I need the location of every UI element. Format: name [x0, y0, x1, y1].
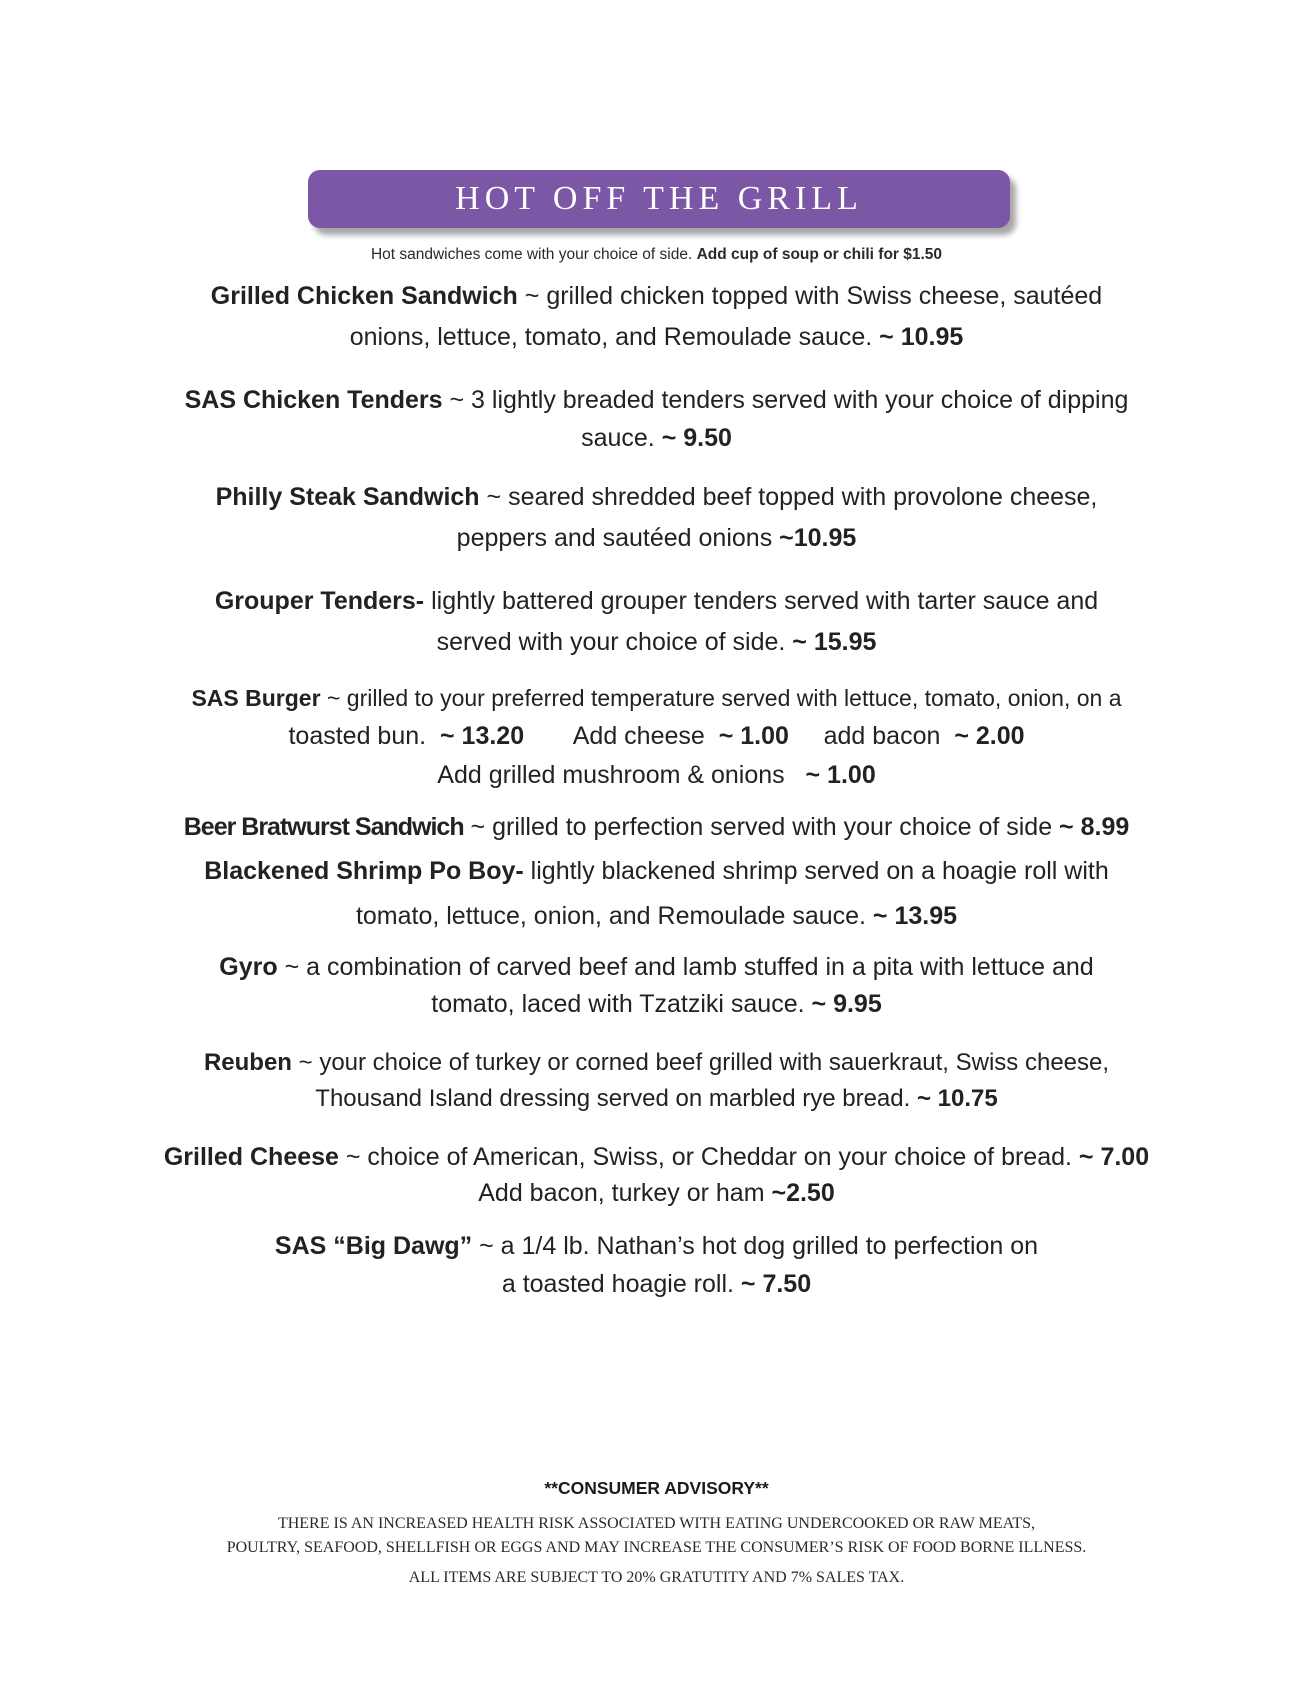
item-description: ~ a 1/4 lb. Nathan’s hot dog grilled to perfection on — [472, 1232, 1039, 1260]
item-price: ~ 9.95 — [804, 990, 882, 1018]
item-description: sauce. — [581, 424, 655, 452]
item-description: ~ grilled chicken topped with Swiss cheese, sautéed — [517, 282, 1103, 310]
menu-item-grilled-chicken — [150, 276, 1163, 358]
item-description: ~ choice of American, Swiss, or Cheddar on your choice of bread. — [338, 1143, 1072, 1171]
addon-price: ~ 1.00 — [805, 761, 876, 789]
item-name: SAS Chicken Tenders — [184, 386, 443, 414]
item-description: ~ your choice of turkey or corned beef grilled with sauerkraut, Swiss cheese, — [291, 1049, 1110, 1076]
addon-label: Add cheese — [572, 722, 705, 750]
menu-item-bratwurst — [150, 805, 1163, 849]
item-description: onions, lettuce, tomato, and Remoulade sauce. — [349, 323, 873, 351]
menu-items — [150, 276, 1163, 1303]
menu-item-shrimp-po-boy — [150, 849, 1163, 939]
item-name: Philly Steak Sandwich — [215, 483, 480, 511]
section-banner — [308, 170, 1010, 228]
item-description: ~ 3 lightly breaded tenders served with your choice of dipping — [442, 386, 1129, 414]
menu-item-philly-steak — [150, 477, 1163, 559]
item-price: ~ 8.99 — [1052, 813, 1130, 841]
consumer-advisory-text — [0, 1512, 1313, 1560]
item-name: Grouper Tenders- — [214, 587, 425, 615]
item-description: ~ seared shredded beef topped with provolone cheese, — [479, 483, 1098, 511]
item-description: ~ a combination of carved beef and lamb stuffed in a pita with lettuce and — [277, 953, 1094, 981]
addon-label: add bacon — [823, 722, 941, 750]
item-description: tomato, lettuce, onion, and Remoulade sauce. — [355, 902, 866, 930]
menu-item-grouper-tenders — [150, 581, 1163, 663]
item-price: ~ 7.50 — [733, 1270, 812, 1298]
menu-item-sas-burger — [150, 679, 1163, 795]
item-description: peppers and sautéed onions — [456, 524, 773, 552]
item-description: Thousand Island dressing served on marbled rye bread. — [315, 1085, 911, 1112]
item-description: lightly battered grouper tenders served with tarter sauce and — [424, 587, 1099, 615]
consumer-advisory-title: **CONSUMER ADVISORY** — [544, 1478, 769, 1498]
item-name: Blackened Shrimp Po Boy- — [204, 857, 524, 885]
addon-label: Add bacon, turkey or ham — [478, 1179, 765, 1207]
item-name: Gyro — [219, 953, 278, 981]
item-price: ~ 15.95 — [785, 628, 877, 656]
addon-label: Add grilled mushroom & onions — [437, 761, 785, 789]
menu-item-grilled-cheese — [150, 1139, 1163, 1211]
item-description: served with your choice of side. — [436, 628, 786, 656]
soup-addon-note: Add cup of soup or chili for $1.50 — [696, 246, 943, 263]
side-note — [0, 246, 1313, 264]
menu-item-gyro — [150, 949, 1163, 1023]
item-name: Grilled Chicken Sandwich — [210, 282, 518, 310]
item-name: SAS “Big Dawg” — [274, 1232, 473, 1260]
item-name: SAS Burger — [191, 685, 321, 711]
item-name: Beer Bratwurst Sandwich — [183, 813, 464, 841]
item-description: tomato, laced with Tzatziki sauce. — [431, 990, 805, 1018]
item-name: Reuben — [203, 1049, 292, 1076]
menu-item-reuben — [150, 1045, 1163, 1117]
item-price: ~ 13.95 — [865, 902, 958, 930]
item-description: a toasted hoagie roll. — [501, 1270, 734, 1298]
menu-item-big-dawg — [150, 1227, 1163, 1303]
item-price: ~ 9.50 — [654, 424, 732, 452]
item-price: ~ 13.20 — [440, 722, 525, 750]
addon-price: ~2.50 — [764, 1179, 835, 1207]
addon-price: ~ 1.00 — [718, 722, 789, 750]
item-description: ~ grilled to your preferred temperature served with lettuce, tomato, onion, on a — [320, 685, 1122, 711]
tax-notice: ALL ITEMS ARE SUBJECT TO 20% GRATUTITY AND 7% SALES TAX. — [408, 1569, 905, 1586]
item-name: Grilled Cheese — [163, 1143, 339, 1171]
item-price: ~ 10.95 — [872, 323, 964, 351]
menu-item-chicken-tenders — [150, 380, 1163, 455]
item-price: ~10.95 — [772, 524, 857, 552]
addon-price: ~ 2.00 — [954, 722, 1025, 750]
item-description: toasted bun. — [288, 722, 427, 750]
advisory-line: POULTRY, SEAFOOD, SHELLFISH OR EGGS AND MAY INCREASE THE CONSUMER’S RISK OF FOOD BORNE ILLNESS. — [226, 1539, 1087, 1556]
item-price: ~ 10.75 — [910, 1085, 998, 1112]
item-description: lightly blackened shrimp served on a hoagie roll with — [523, 857, 1109, 885]
item-price: ~ 7.00 — [1071, 1143, 1150, 1171]
section-title: HOT OFF THE GRILL — [455, 180, 863, 217]
item-description: ~ grilled to perfection served with your choice of side — [463, 813, 1053, 841]
advisory-line: THERE IS AN INCREASED HEALTH RISK ASSOCIATED WITH EATING UNDERCOOKED OR RAW MEATS, — [277, 1515, 1036, 1532]
side-note-text: Hot sandwiches come with your choice of side. — [370, 246, 693, 263]
